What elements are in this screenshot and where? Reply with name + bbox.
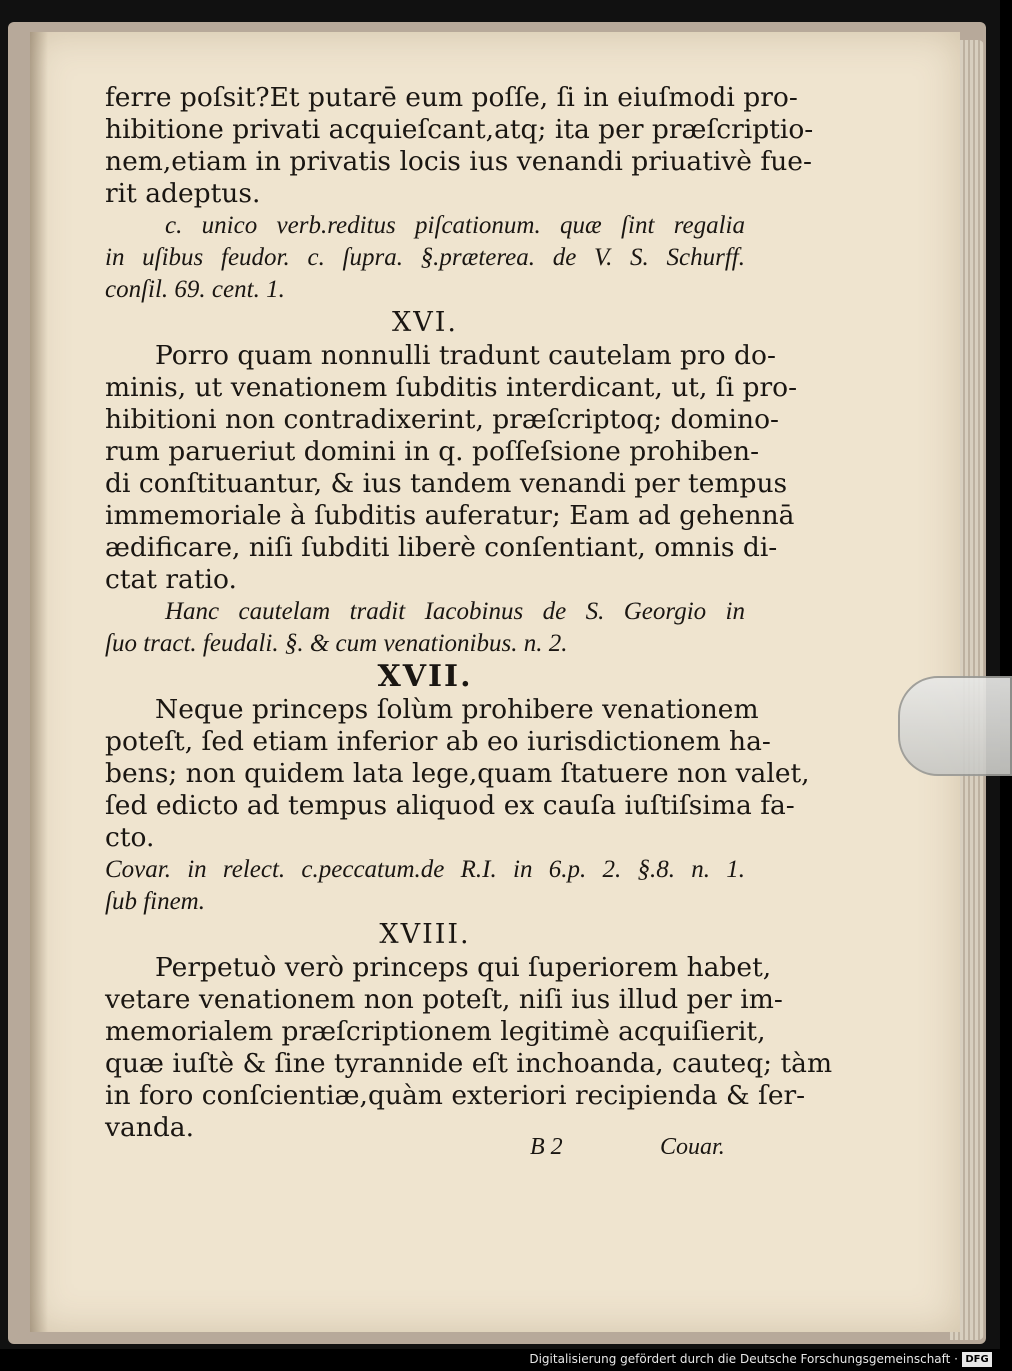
text-line: rum parueriut domini in q. poſſeſsione prohiben- [105, 436, 760, 467]
text-line: cto. [105, 822, 155, 853]
dfg-logo: DFG [962, 1352, 992, 1367]
text-line: nem,etiam in privatis locis ius venandi priuativè fue- [105, 146, 812, 177]
text-line: Porro quam nonnulli tradunt cautelam pro do- [155, 340, 776, 371]
citation-line: c. unico verb.reditus piſcationum. quæ ſint regalia [165, 212, 745, 239]
signature-mark: B 2 [530, 1134, 563, 1160]
text-line: minis, ut venationem ſubditis interdicant, ut, ſi pro- [105, 372, 798, 403]
section-heading: XVII. [377, 659, 473, 694]
text-line: rit adeptus. [105, 178, 261, 209]
section-heading: XVI. [392, 307, 458, 338]
text-line: vetare venationem non poteſt, niſi ius illud per im- [105, 984, 783, 1015]
text-line: ædificare, niſi ſubditi liberè conſentiant, omnis di- [105, 532, 778, 563]
footer-bar [0, 1349, 1000, 1371]
page-text [105, 82, 833, 1144]
text-line: di conſtituantur, & ius tandem venandi per tempus [105, 468, 788, 499]
citation-line: conſil. 69. cent. 1. [105, 276, 285, 303]
text-line: hibitione privati acquieſcant,atq; ita per præſcriptio- [105, 114, 814, 145]
text-line: Perpetuò verò princeps qui ſuperiorem habet, [155, 952, 772, 983]
text-line: quæ iuſtè & ſine tyrannide eſt inchoanda, cauteq; tàm [105, 1048, 833, 1079]
catchword: Couar. [660, 1134, 725, 1160]
text-line: poteſt, ſed etiam inferior ab eo iurisdictionem ha- [105, 726, 771, 757]
text-line: ſed edicto ad tempus aliquod ex cauſa iuſtiſsima fa- [105, 790, 795, 821]
text-line: bens; non quidem lata lege,quam ſtatuere non valet, [105, 758, 810, 789]
text-line: immemoriale à ſubditis auferatur; Eam ad gehennā [105, 500, 795, 531]
citation-line: Hanc cautelam tradit Iacobinus de S. Georgio in [165, 598, 745, 625]
text-line: ctat ratio. [105, 564, 237, 595]
bookmark-tab [898, 676, 1012, 776]
gutter-shadow [30, 32, 48, 1332]
text-line: vanda. [105, 1112, 195, 1143]
text-line: memorialem præſcriptionem legitimè acquiſierit, [105, 1016, 766, 1047]
text-line: ferre poſsit?Et putarē eum poſſe, ſi in eiuſmodi pro- [105, 82, 798, 113]
citation-line: Covar. in relect. c.peccatum.de R.I. in 6.p. 2. §.8. n. 1. [105, 856, 745, 883]
citation-line: ſuo tract. feudali. §. & cum venationibus. n. 2. [105, 630, 568, 657]
text-line: in foro conſcientiæ,quàm exteriori recipienda & ſer- [105, 1080, 806, 1111]
funding-credit: Digitalisierung gefördert durch die Deutsche Forschungsgemeinschaft · [529, 1352, 958, 1366]
section-heading: XVIII. [379, 919, 471, 950]
text-line: hibitioni non contradixerint, præſcriptoq; domino- [105, 404, 780, 435]
citation-line: ſub finem. [105, 888, 205, 915]
text-line: Neque princeps ſolùm prohibere venationem [155, 694, 759, 725]
citation-line: in uſibus feudor. c. ſupra. §.præterea. de V. S. Schurff. [105, 244, 745, 271]
